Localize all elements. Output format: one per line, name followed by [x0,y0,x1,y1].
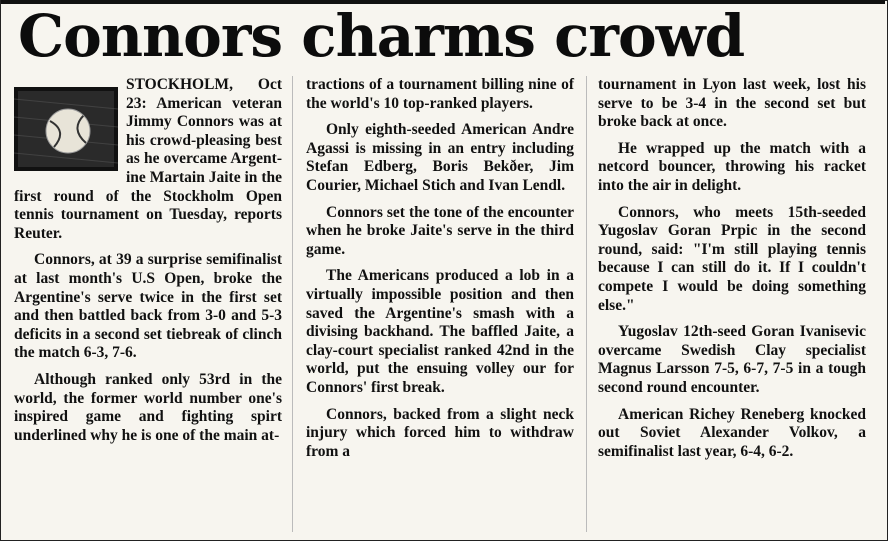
paragraph: Yugoslav 12th-seed Goran Ivanisevic overcame Swedish Clay specialist Magnus Larsson 7-5, 6-7, 7-5 in a tough second round encounter. [598,323,866,396]
paragraph: STOCKHOLM, Oct 23: American veteran Jimmy Connors was at his crowd-pleasing best as he overcame Argent-ine Martain Jaite in the first round of the Stockholm Open tennis tournament on Tuesday, reports Reuter. [14,76,282,242]
headline: Connors charms crowd [18,2,745,70]
paragraph: Only eighth-seeded American Andre Agassi is missing in an entry including Stefan Edberg, Boris Bekðer, Jim Courier, Michael Stich and Ivan Lendl. [306,121,574,194]
paragraph: Connors, backed from a slight neck injury which forced him to withdraw from a [306,405,574,460]
column-divider [292,76,293,532]
paragraph: tournament in Lyon last week, lost his serve to be 3-4 in the second set but broke back at once. [598,76,866,131]
paragraph: American Richey Reneberg knocked out Soviet Alexander Volkov, a semifinalist last year, 6-4, 6-2. [598,405,866,460]
paragraph: He wrapped up the match with a netcord bouncer, throwing his racket into the air in delight. [598,139,866,194]
paragraph: Connors, at 39 a surprise semifinalist at last month's U.S Open, broke the Argentine's serve twice in the first set and then battled back from 3-0 and 5-3 deficits in a second set tiebreak of clinch the match 6-3, 7-6. [14,251,282,362]
paragraph: Connors, who meets 15th-seeded Yugoslav Goran Prpic in the second round, said: "I'm still playing tennis because I can still do it. If I couldn't compete I would be doing something else." [598,203,866,314]
photo-wrap-space [14,76,126,178]
article-column-2 [306,76,574,469]
paragraph: The Americans produced a lob in a virtually impossible position and then saved the Argentine's smash with a divising backhand. The baffled Jaite, a clay-court specialist ranked 42nd in the world, put the ensuing volley our for Connors' first break. [306,267,574,396]
paragraph: Connors set the tone of the encounter when he broke Jaite's serve in the third game. [306,203,574,258]
article-column-3 [598,76,866,469]
paragraph: tractions of a tournament billing nine of the world's 10 top-ranked players. [306,76,574,112]
column-divider [586,76,587,532]
paragraph: Although ranked only 53rd in the world, the former world number one's inspired game and fighting spirt underlined why he is one of the main at- [14,370,282,444]
article-column-1 [14,76,282,453]
